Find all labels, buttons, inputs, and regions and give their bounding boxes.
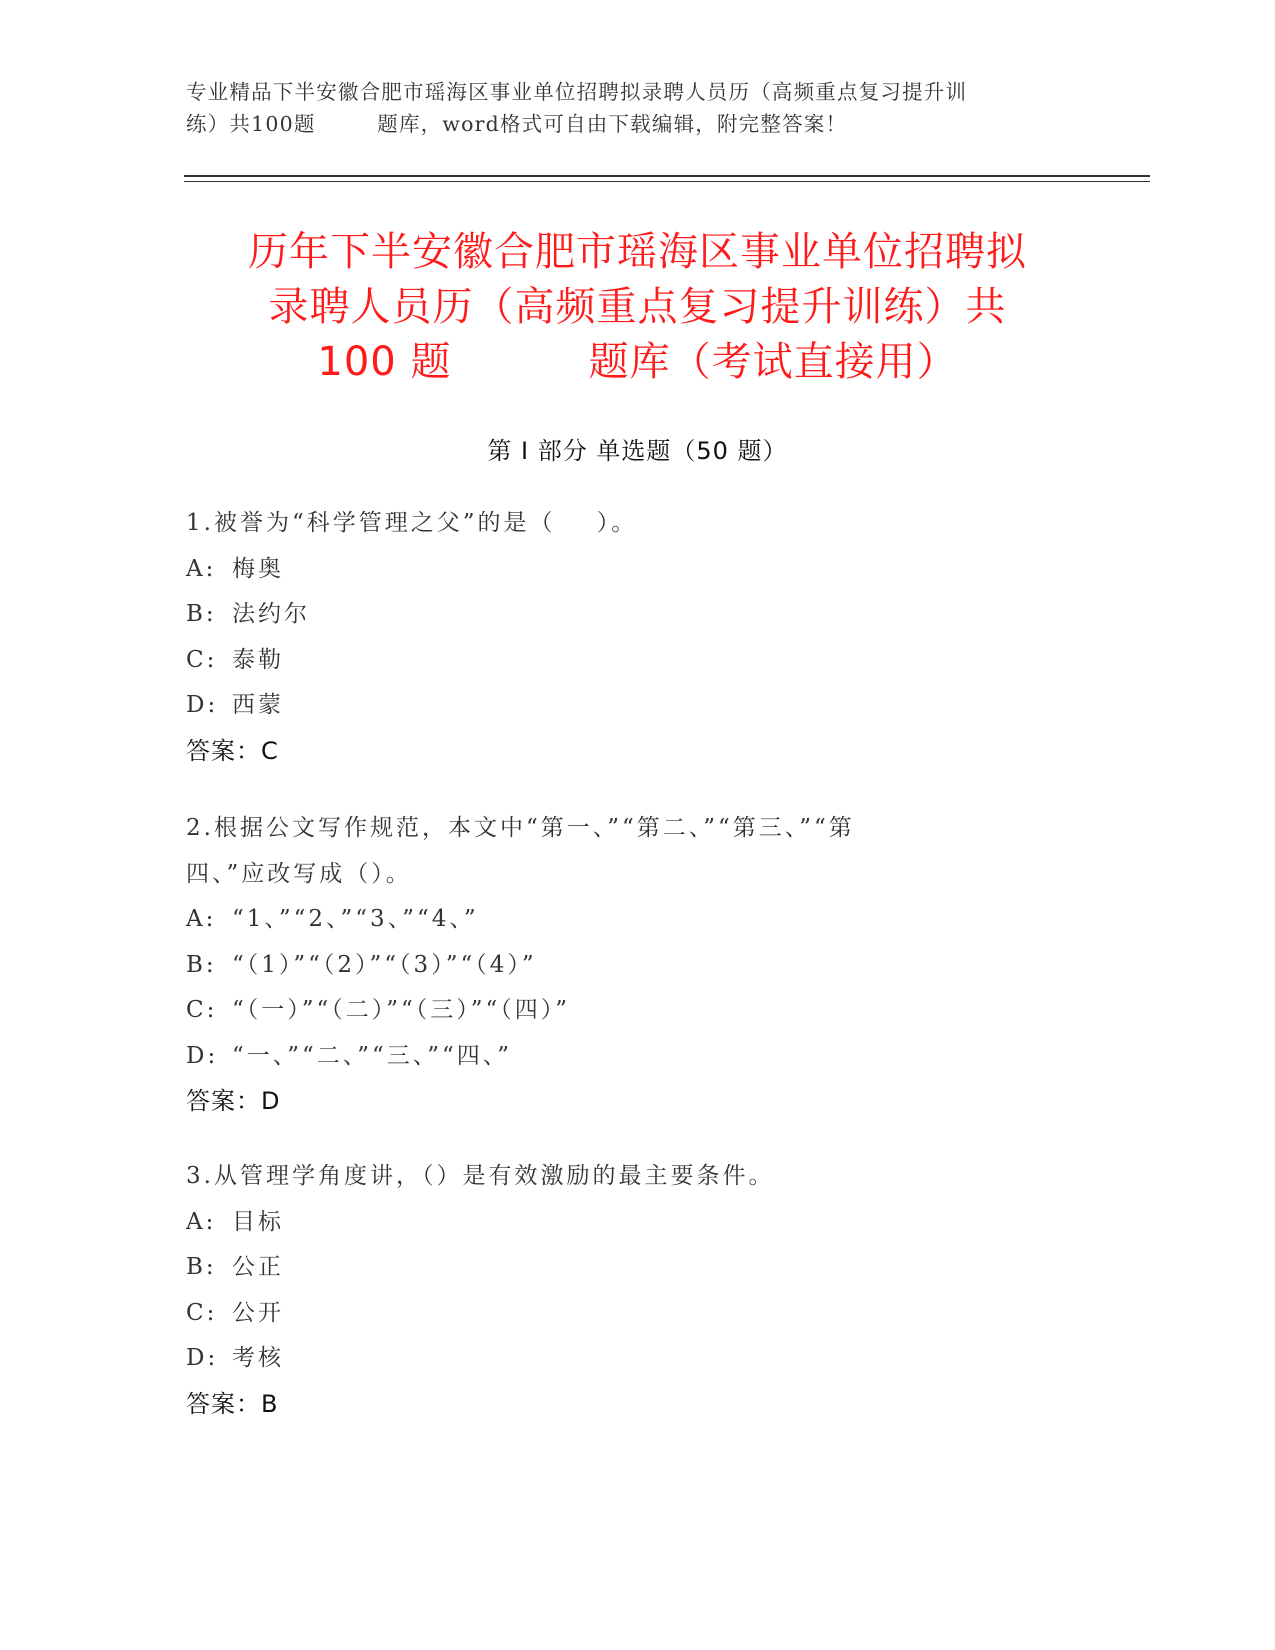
header-divider-thin xyxy=(184,181,1150,182)
option-d xyxy=(186,1336,1086,1382)
question-stem-line: 四、”应改写成（）。 xyxy=(186,860,412,887)
question-stem-line: 1.被誉为“科学管理之父”的是（ ）。 xyxy=(186,510,638,536)
option-text: 泰勒 xyxy=(232,646,284,673)
question-item xyxy=(186,501,1086,774)
answer-line: 答案：D xyxy=(186,1087,281,1115)
option-b xyxy=(186,592,1086,638)
option-letter: B: xyxy=(186,951,217,978)
option-text: 西蒙 xyxy=(232,692,284,718)
option-c xyxy=(186,988,1086,1034)
question-stem-line: 2.根据公文写作规范，本文中“第一、”“第二、”“第三、”“第 xyxy=(186,815,855,841)
title-line: 历年下半安徽合肥市瑶海区事业单位招聘拟 xyxy=(248,229,1027,275)
option-text: “（1）”“（2）”“（3）”“（4）” xyxy=(232,951,537,978)
option-letter: C: xyxy=(186,997,218,1023)
option-letter: D: xyxy=(186,1345,219,1371)
option-letter: A: xyxy=(186,555,217,582)
option-text: “1、”“2、”“3、”“4、” xyxy=(232,906,479,932)
option-b xyxy=(186,943,1086,989)
option-text: “（一）”“（二）”“（三）”“（四）” xyxy=(232,997,571,1023)
option-text: 考核 xyxy=(232,1345,284,1371)
question-stem xyxy=(186,501,1086,547)
option-b xyxy=(186,1245,1086,1291)
title-line: 100 题 题库（考试直接用） xyxy=(317,339,958,385)
document-header xyxy=(186,76,1086,140)
question-item xyxy=(186,1154,1086,1427)
question-stem-line: 3.从管理学角度讲，（）是有效激励的最主要条件。 xyxy=(186,1163,775,1189)
option-text: 公开 xyxy=(232,1299,284,1326)
option-a xyxy=(186,1200,1086,1246)
option-text: 梅奥 xyxy=(232,555,284,582)
option-c xyxy=(186,638,1086,684)
option-d xyxy=(186,1034,1086,1080)
option-text: 目标 xyxy=(232,1208,284,1235)
option-text: 公正 xyxy=(232,1254,284,1280)
question-stem xyxy=(186,1154,1086,1200)
option-letter: D: xyxy=(186,692,219,718)
option-letter: A: xyxy=(186,1208,217,1235)
section-title: 第 I 部分 单选题（50 题） xyxy=(487,437,788,465)
option-letter: A: xyxy=(186,906,217,932)
document-title xyxy=(150,225,1125,390)
option-c xyxy=(186,1291,1086,1337)
option-a xyxy=(186,897,1086,943)
question-stem xyxy=(186,806,1086,897)
option-d xyxy=(186,683,1086,729)
header-divider-thick xyxy=(184,175,1150,177)
option-letter: D: xyxy=(186,1042,219,1069)
option-letter: C: xyxy=(186,646,218,673)
header-line: 专业精品下半安徽合肥市瑶海区事业单位招聘拟录聘人员历（高频重点复习提升训 xyxy=(186,80,968,104)
answer-line: 答案：B xyxy=(186,1389,279,1418)
option-a xyxy=(186,547,1086,593)
option-text: 法约尔 xyxy=(232,601,310,627)
question-item xyxy=(186,806,1086,1125)
option-letter: C: xyxy=(186,1299,218,1326)
header-line: 练）共100题 题库，word格式可自由下载编辑，附完整答案！ xyxy=(186,112,848,136)
option-letter: B: xyxy=(186,601,217,627)
answer-line: 答案：C xyxy=(186,736,279,765)
option-letter: B: xyxy=(186,1254,217,1280)
option-text: “一、”“二、”“三、”“四、” xyxy=(232,1042,513,1069)
title-line: 录聘人员历（高频重点复习提升训练）共 xyxy=(268,284,1007,330)
